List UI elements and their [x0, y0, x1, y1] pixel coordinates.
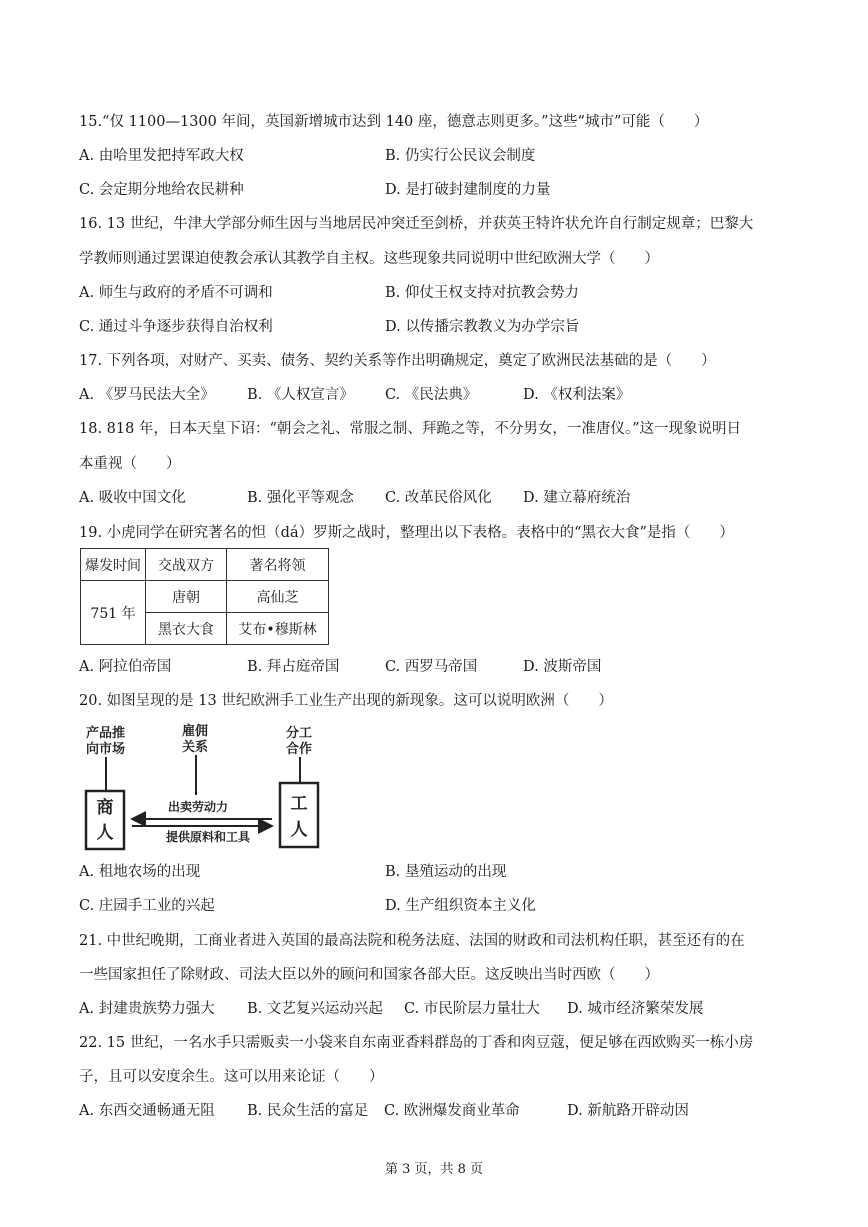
label-product-line2: 向市场 [86, 742, 126, 757]
label-division-line2: 合作 [286, 742, 313, 757]
q21-option-d: D. 城市经济繁荣发展 [567, 1001, 704, 1017]
q17-stem-line-1: 17. 下列各项，对财产、买卖、债务、契约关系等作出明确规定，奠定了欧洲民法基础的是（ ） [79, 353, 716, 369]
q15-option-b: B. 仍实行公民议会制度 [385, 148, 536, 164]
q19-stem-line-1: 19. 小虎同学在研究著名的怛（dá）罗斯之战时，整理出以下表格。表格中的“黑衣大食”是指（ ） [79, 525, 734, 541]
label-hire-line2: 关系 [182, 740, 209, 755]
q21-stem-line-1: 21. 中世纪晚期，工商业者进入英国的最高法院和税务法庭、法国的财政和司法机构任职，甚至还有的在 [79, 933, 745, 949]
q18-option-a: A. 吸收中国文化 [79, 490, 186, 506]
q20-option-c: C. 庄园手工业的兴起 [79, 898, 215, 914]
table-cell-general-1: 高仙芝 [227, 581, 329, 613]
q18-stem-line-2: 本重视（ ） [79, 456, 181, 472]
q20-option-a: A. 租地农场的出现 [79, 864, 201, 880]
label-hire-line1: 雇佣 [182, 724, 209, 739]
table-header-row [81, 549, 329, 581]
q20-stem-line-1: 20. 如图呈现的是 13 世纪欧洲手工业生产出现的新现象。这可以说明欧洲（ ） [79, 693, 613, 709]
table-header-time: 爆发时间 [81, 549, 146, 581]
q19-option-d: D. 波斯帝国 [523, 659, 602, 675]
q21-option-a: A. 封建贵族势力强大 [79, 1001, 215, 1017]
q16-option-c: C. 通过斗争逐步获得自治权利 [79, 319, 273, 335]
q19-option-c: C. 西罗马帝国 [385, 659, 478, 675]
q17-option-d: D. 《权利法案》 [523, 387, 631, 403]
q17-option-a: A. 《罗马民法大全》 [79, 387, 215, 403]
table-cell-side-2: 黑衣大食 [146, 613, 227, 645]
label-division-line1: 分工 [286, 726, 313, 741]
q17-option-b: B. 《人权宣言》 [247, 387, 354, 403]
q15-option-a: A. 由哈里发把持军政大权 [79, 148, 244, 164]
merchant-char-1: 商 [96, 798, 114, 818]
q19-option-a: A. 阿拉伯帝国 [79, 659, 172, 675]
arrow-label-labor: 出卖劳动力 [167, 800, 229, 814]
q15-option-d: D. 是打破封建制度的力量 [385, 182, 551, 198]
q19-option-b: B. 拜占庭帝国 [247, 659, 340, 675]
q16-option-d: D. 以传播宗教教义为办学宗旨 [385, 319, 580, 335]
table-header-generals: 著名将领 [227, 549, 329, 581]
table-header-sides: 交战双方 [146, 549, 227, 581]
q22-option-b: B. 民众生活的富足 [247, 1103, 369, 1119]
table-row [81, 581, 329, 613]
table-cell-side-1: 唐朝 [146, 581, 227, 613]
q16-option-b: B. 仰仗王权支持对抗教会势力 [385, 285, 579, 301]
q21-option-b: B. 文艺复兴运动兴起 [247, 1001, 383, 1017]
q21-stem-line-2: 一些国家担任了除财政、司法大臣以外的顾问和国家各部大臣。这反映出当时西欧（ ） [79, 967, 659, 983]
arrow-label-materials: 提供原料和工具 [165, 830, 251, 844]
q16-option-a: A. 师生与政府的矛盾不可调和 [79, 285, 273, 301]
q20-option-d: D. 生产组织资本主义化 [385, 898, 536, 914]
q20-option-b: B. 垦殖运动的出现 [385, 864, 507, 880]
worker-char-2: 人 [290, 820, 308, 840]
q22-option-a: A. 东西交通畅通无阻 [79, 1103, 215, 1119]
q16-stem-line-2: 学教师则通过罢课迫使教会承认其教学自主权。这些现象共同说明中世纪欧洲大学（ ） [79, 251, 659, 267]
page-footer: 第 3 页，共 8 页 [384, 1162, 484, 1177]
q16-stem-line-1: 16. 13 世纪，牛津大学部分师生因与当地居民冲突迁至剑桥，并获英王特许状允许自行制定规章；巴黎大 [79, 216, 754, 232]
q22-option-c: C. 欧洲爆发商业革命 [384, 1103, 520, 1119]
q18-stem-line-1: 18. 818 年，日本天皇下诏：“朝会之礼、常服之制、拜跪之等，不分男女，一准唐仪。”这一现象说明日 [79, 421, 742, 437]
production-relation-figure [80, 723, 380, 853]
q22-option-d: D. 新航路开辟动因 [567, 1103, 689, 1119]
q17-option-c: C. 《民法典》 [385, 387, 478, 403]
q15-stem-line-1: 15.“仅 1100—1300 年间，英国新增城市达到 140 座，德意志则更多。”这些“城市”可能（ ） [79, 114, 709, 130]
merchant-char-2: 人 [96, 823, 114, 843]
q15-option-c: C. 会定期分地给农民耕种 [79, 182, 244, 198]
table-cell-year: 751 年 [81, 581, 146, 645]
q18-option-d: D. 建立幕府统治 [523, 490, 631, 506]
worker-char-1: 工 [290, 794, 308, 814]
label-product-line1: 产品推 [86, 726, 126, 741]
q22-stem-line-2: 子，且可以安度余生。这可以用来论证（ ） [79, 1069, 384, 1085]
q18-option-b: B. 强化平等观念 [247, 490, 354, 506]
q18-option-c: C. 改革民俗风化 [385, 490, 492, 506]
q22-stem-line-1: 22. 15 世纪，一名水手只需贩卖一小袋来自东南亚香料群岛的丁香和肉豆蔻，便足够在西欧购买一栋小房 [79, 1035, 754, 1051]
battle-table [80, 548, 329, 645]
table-cell-general-2: 艾布•穆斯林 [227, 613, 329, 645]
q21-option-c: C. 市民阶层力量壮大 [404, 1001, 540, 1017]
